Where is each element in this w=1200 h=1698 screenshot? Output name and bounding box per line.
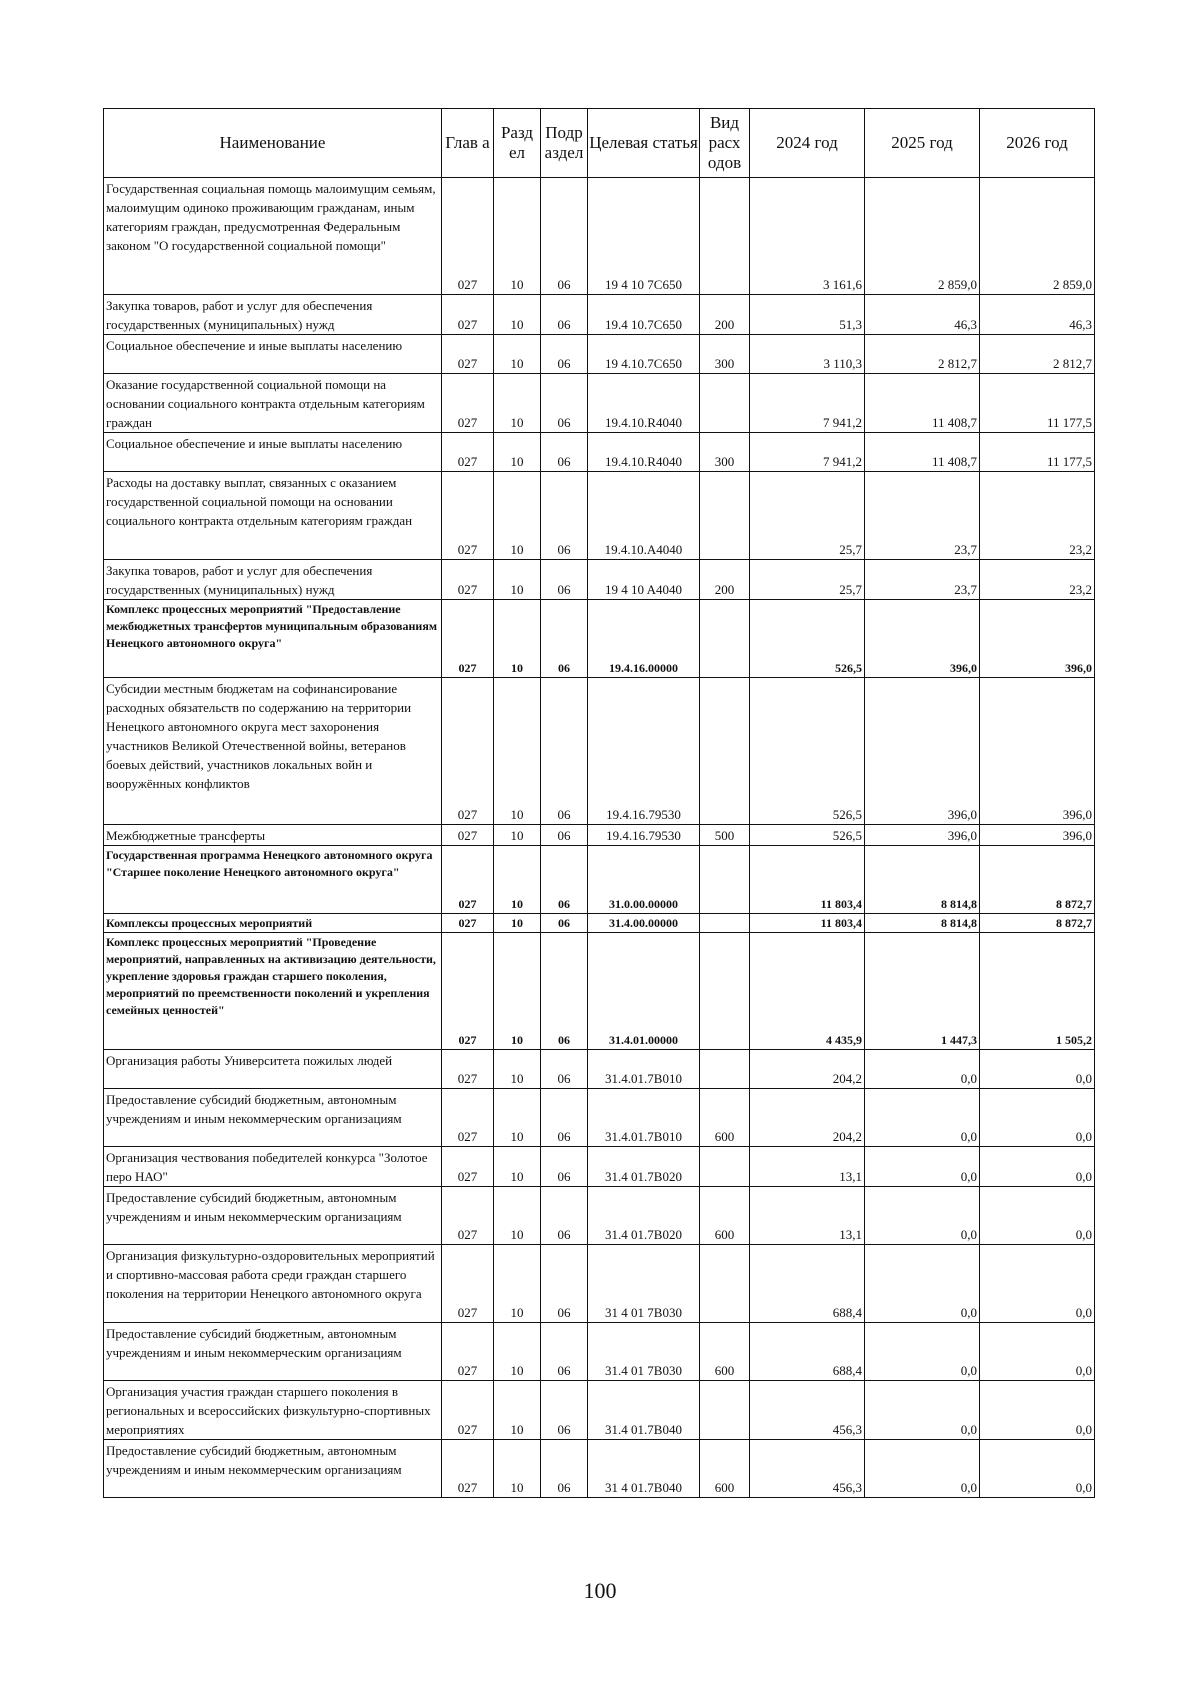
cell-year-2026: 396,0 <box>980 600 1095 678</box>
cell-glava: 027 <box>442 1147 494 1187</box>
cell-expense-type: 600 <box>700 1323 750 1381</box>
cell-podrazdel: 06 <box>541 678 588 825</box>
cell-year-2024: 456,3 <box>750 1381 865 1440</box>
cell-podrazdel: 06 <box>541 1381 588 1440</box>
cell-year-2025: 0,0 <box>865 1323 980 1381</box>
cell-year-2024: 3 110,3 <box>750 335 865 374</box>
cell-podrazdel: 06 <box>541 335 588 374</box>
cell-razdel: 10 <box>494 472 541 560</box>
cell-razdel: 10 <box>494 600 541 678</box>
cell-year-2025: 396,0 <box>865 678 980 825</box>
cell-podrazdel: 06 <box>541 600 588 678</box>
cell-razdel: 10 <box>494 1381 541 1440</box>
header-razdel: Разд ел <box>494 109 541 178</box>
table-row <box>104 1089 1095 1147</box>
cell-name: Предоставление субсидий бюджетным, автономным учреждениям и иным некоммерческим организациям <box>104 1187 442 1245</box>
cell-year-2025: 8 814,8 <box>865 914 980 933</box>
cell-razdel: 10 <box>494 825 541 846</box>
cell-name: Межбюджетные трансферты <box>104 825 442 846</box>
table-row <box>104 846 1095 914</box>
header-row <box>104 109 1095 178</box>
cell-name: Субсидии местным бюджетам на софинансирование расходных обязательств по содержанию на территории Ненецкого автономного округа мест захоронения участников Великой Отечественной войны, ветеранов боевых действий, участников локальных войн и вооружённых конфликтов <box>104 678 442 825</box>
header-year-2026: 2026 год <box>980 109 1095 178</box>
cell-expense-type: 200 <box>700 295 750 335</box>
cell-year-2025: 0,0 <box>865 1381 980 1440</box>
cell-name: Закупка товаров, работ и услуг для обеспечения государственных (муниципальных) нужд <box>104 560 442 600</box>
cell-razdel: 10 <box>494 335 541 374</box>
header-expense-type: Вид расх одов <box>700 109 750 178</box>
cell-year-2024: 7 941,2 <box>750 433 865 472</box>
cell-year-2026: 0,0 <box>980 1050 1095 1089</box>
cell-year-2026: 396,0 <box>980 825 1095 846</box>
cell-target-article: 31.4 01 7В030 <box>588 1323 700 1381</box>
cell-razdel: 10 <box>494 1050 541 1089</box>
cell-glava: 027 <box>442 1440 494 1498</box>
cell-name: Социальное обеспечение и иные выплаты населению <box>104 335 442 374</box>
cell-name: Государственная программа Ненецкого автономного округа "Старшее поколение Ненецкого автономного округа" <box>104 846 442 914</box>
header-target-article: Целевая статья <box>588 109 700 178</box>
cell-glava: 027 <box>442 295 494 335</box>
cell-year-2026: 1 505,2 <box>980 933 1095 1050</box>
table-row <box>104 1245 1095 1323</box>
cell-razdel: 10 <box>494 1440 541 1498</box>
cell-podrazdel: 06 <box>541 472 588 560</box>
cell-podrazdel: 06 <box>541 933 588 1050</box>
cell-glava: 027 <box>442 374 494 433</box>
cell-target-article: 31.0.00.00000 <box>588 846 700 914</box>
table-row <box>104 560 1095 600</box>
cell-target-article: 19.4.16.79530 <box>588 678 700 825</box>
header-glava: Глав а <box>442 109 494 178</box>
cell-podrazdel: 06 <box>541 433 588 472</box>
cell-name: Предоставление субсидий бюджетным, автономным учреждениям и иным некоммерческим организациям <box>104 1323 442 1381</box>
cell-expense-type: 300 <box>700 433 750 472</box>
cell-razdel: 10 <box>494 560 541 600</box>
cell-glava: 027 <box>442 1187 494 1245</box>
cell-podrazdel: 06 <box>541 1147 588 1187</box>
cell-target-article: 19 4 10 A4040 <box>588 560 700 600</box>
cell-year-2025: 0,0 <box>865 1147 980 1187</box>
table-row <box>104 178 1095 295</box>
cell-podrazdel: 06 <box>541 374 588 433</box>
cell-glava: 027 <box>442 1245 494 1323</box>
cell-year-2025: 2 859,0 <box>865 178 980 295</box>
cell-podrazdel: 06 <box>541 560 588 600</box>
cell-year-2026: 23,2 <box>980 472 1095 560</box>
cell-target-article: 31 4 01.7В040 <box>588 1440 700 1498</box>
cell-razdel: 10 <box>494 933 541 1050</box>
cell-glava: 027 <box>442 560 494 600</box>
cell-name: Организация чествования победителей конкурса "Золотое перо НАО" <box>104 1147 442 1187</box>
cell-year-2024: 526,5 <box>750 600 865 678</box>
cell-name: Комплекс процессных мероприятий "Проведение мероприятий, направленных на активизацию деятельности, укрепление здоровья граждан старшего поколения, мероприятий по преемственности поколений и укрепления семейных ценностей" <box>104 933 442 1050</box>
header-year-2025: 2025 год <box>865 109 980 178</box>
cell-target-article: 31.4 01.7В020 <box>588 1187 700 1245</box>
cell-year-2025: 23,7 <box>865 472 980 560</box>
cell-year-2026: 0,0 <box>980 1440 1095 1498</box>
table-row <box>104 374 1095 433</box>
cell-podrazdel: 06 <box>541 846 588 914</box>
cell-glava: 027 <box>442 472 494 560</box>
cell-target-article: 31.4.01.7В010 <box>588 1050 700 1089</box>
cell-expense-type <box>700 374 750 433</box>
cell-year-2024: 7 941,2 <box>750 374 865 433</box>
cell-podrazdel: 06 <box>541 1187 588 1245</box>
cell-target-article: 19.4.10.R4040 <box>588 374 700 433</box>
cell-target-article: 19.4.16.00000 <box>588 600 700 678</box>
cell-year-2024: 4 435,9 <box>750 933 865 1050</box>
cell-target-article: 19.4 10.7С650 <box>588 295 700 335</box>
cell-year-2025: 0,0 <box>865 1050 980 1089</box>
cell-target-article: 19.4.10.A4040 <box>588 472 700 560</box>
cell-year-2025: 2 812,7 <box>865 335 980 374</box>
cell-glava: 027 <box>442 914 494 933</box>
cell-year-2025: 11 408,7 <box>865 374 980 433</box>
cell-podrazdel: 06 <box>541 1323 588 1381</box>
cell-year-2025: 396,0 <box>865 825 980 846</box>
table-row <box>104 1187 1095 1245</box>
cell-year-2025: 23,7 <box>865 560 980 600</box>
table-row <box>104 1050 1095 1089</box>
cell-expense-type <box>700 600 750 678</box>
table-row <box>104 1147 1095 1187</box>
cell-expense-type <box>700 933 750 1050</box>
cell-year-2025: 396,0 <box>865 600 980 678</box>
cell-expense-type <box>700 1147 750 1187</box>
cell-razdel: 10 <box>494 1089 541 1147</box>
cell-name: Государственная социальная помощь малоимущим семьям, малоимущим одиноко проживающим гражданам, иным категориям граждан, предусмотренная Федеральным законом "О государственной социальной помощи" <box>104 178 442 295</box>
cell-expense-type <box>700 846 750 914</box>
cell-year-2024: 11 803,4 <box>750 846 865 914</box>
cell-year-2026: 8 872,7 <box>980 846 1095 914</box>
cell-name: Организация работы Университета пожилых людей <box>104 1050 442 1089</box>
cell-target-article: 31.4.00.00000 <box>588 914 700 933</box>
cell-expense-type: 600 <box>700 1440 750 1498</box>
cell-target-article: 31.4 01.7В020 <box>588 1147 700 1187</box>
cell-target-article: 19.4.10.R4040 <box>588 433 700 472</box>
cell-glava: 027 <box>442 846 494 914</box>
cell-name: Закупка товаров, работ и услуг для обеспечения государственных (муниципальных) нужд <box>104 295 442 335</box>
cell-year-2025: 46,3 <box>865 295 980 335</box>
cell-glava: 027 <box>442 335 494 374</box>
cell-year-2024: 526,5 <box>750 678 865 825</box>
cell-year-2024: 3 161,6 <box>750 178 865 295</box>
cell-glava: 027 <box>442 1089 494 1147</box>
table-row <box>104 1440 1095 1498</box>
table-row <box>104 1323 1095 1381</box>
cell-name: Комплексы процессных мероприятий <box>104 914 442 933</box>
cell-year-2024: 456,3 <box>750 1440 865 1498</box>
cell-year-2024: 11 803,4 <box>750 914 865 933</box>
cell-name: Комплекс процессных мероприятий "Предоставление межбюджетных трансфертов муниципальным образованиям Ненецкого автономного округа" <box>104 600 442 678</box>
cell-expense-type: 300 <box>700 335 750 374</box>
cell-razdel: 10 <box>494 295 541 335</box>
cell-razdel: 10 <box>494 1187 541 1245</box>
cell-expense-type <box>700 1381 750 1440</box>
cell-year-2025: 0,0 <box>865 1440 980 1498</box>
cell-year-2026: 2 812,7 <box>980 335 1095 374</box>
cell-podrazdel: 06 <box>541 1050 588 1089</box>
table-row <box>104 295 1095 335</box>
cell-year-2026: 11 177,5 <box>980 374 1095 433</box>
cell-year-2024: 51,3 <box>750 295 865 335</box>
header-name: Наименование <box>104 109 442 178</box>
cell-glava: 027 <box>442 178 494 295</box>
cell-glava: 027 <box>442 825 494 846</box>
cell-year-2024: 13,1 <box>750 1187 865 1245</box>
cell-expense-type <box>700 1050 750 1089</box>
cell-razdel: 10 <box>494 1147 541 1187</box>
cell-razdel: 10 <box>494 178 541 295</box>
cell-expense-type <box>700 1245 750 1323</box>
cell-year-2025: 0,0 <box>865 1245 980 1323</box>
cell-year-2026: 396,0 <box>980 678 1095 825</box>
cell-target-article: 31.4.01.00000 <box>588 933 700 1050</box>
cell-podrazdel: 06 <box>541 1245 588 1323</box>
table-row <box>104 433 1095 472</box>
table-row <box>104 825 1095 846</box>
cell-podrazdel: 06 <box>541 1089 588 1147</box>
table-body <box>104 178 1095 1498</box>
cell-razdel: 10 <box>494 914 541 933</box>
cell-razdel: 10 <box>494 433 541 472</box>
cell-year-2026: 8 872,7 <box>980 914 1095 933</box>
cell-podrazdel: 06 <box>541 914 588 933</box>
cell-expense-type: 600 <box>700 1187 750 1245</box>
cell-expense-type: 500 <box>700 825 750 846</box>
cell-glava: 027 <box>442 1323 494 1381</box>
cell-expense-type <box>700 914 750 933</box>
cell-year-2025: 8 814,8 <box>865 846 980 914</box>
cell-year-2026: 2 859,0 <box>980 178 1095 295</box>
table-row <box>104 1381 1095 1440</box>
table-row <box>104 600 1095 678</box>
cell-year-2026: 0,0 <box>980 1323 1095 1381</box>
cell-podrazdel: 06 <box>541 1440 588 1498</box>
cell-glava: 027 <box>442 433 494 472</box>
cell-target-article: 31.4 01.7В040 <box>588 1381 700 1440</box>
cell-expense-type: 600 <box>700 1089 750 1147</box>
budget-table <box>103 108 1095 1498</box>
cell-year-2025: 1 447,3 <box>865 933 980 1050</box>
cell-year-2024: 25,7 <box>750 472 865 560</box>
cell-name: Оказание государственной социальной помощи на основании социального контракта отдельным категориям граждан <box>104 374 442 433</box>
table-row <box>104 472 1095 560</box>
table-row <box>104 678 1095 825</box>
cell-year-2026: 23,2 <box>980 560 1095 600</box>
cell-target-article: 19 4.10.7С650 <box>588 335 700 374</box>
cell-name: Расходы на доставку выплат, связанных с оказанием государственной социальной помощи на основании социального контракта отдельным категориям граждан <box>104 472 442 560</box>
cell-podrazdel: 06 <box>541 825 588 846</box>
cell-target-article: 31 4 01 7В030 <box>588 1245 700 1323</box>
cell-glava: 027 <box>442 1050 494 1089</box>
cell-razdel: 10 <box>494 846 541 914</box>
table-row <box>104 335 1095 374</box>
cell-year-2025: 11 408,7 <box>865 433 980 472</box>
cell-target-article: 31.4.01.7В010 <box>588 1089 700 1147</box>
cell-year-2026: 11 177,5 <box>980 433 1095 472</box>
header-year-2024: 2024 год <box>750 109 865 178</box>
cell-expense-type <box>700 678 750 825</box>
cell-year-2026: 0,0 <box>980 1381 1095 1440</box>
cell-razdel: 10 <box>494 1245 541 1323</box>
cell-expense-type <box>700 472 750 560</box>
cell-razdel: 10 <box>494 374 541 433</box>
header-podrazdel: Подр аздел <box>541 109 588 178</box>
cell-glava: 027 <box>442 678 494 825</box>
cell-expense-type: 200 <box>700 560 750 600</box>
cell-expense-type <box>700 178 750 295</box>
cell-podrazdel: 06 <box>541 178 588 295</box>
cell-name: Предоставление субсидий бюджетным, автономным учреждениям и иным некоммерческим организациям <box>104 1440 442 1498</box>
page-number: 100 <box>583 1578 617 1603</box>
cell-year-2024: 204,2 <box>750 1089 865 1147</box>
cell-year-2026: 0,0 <box>980 1089 1095 1147</box>
cell-podrazdel: 06 <box>541 295 588 335</box>
cell-name: Организация физкультурно-оздоровительных мероприятий и спортивно-массовая работа среди граждан старшего поколения на территории Ненецкого автономного округа <box>104 1245 442 1323</box>
cell-target-article: 19.4.16.79530 <box>588 825 700 846</box>
table-row <box>104 933 1095 1050</box>
cell-year-2024: 25,7 <box>750 560 865 600</box>
cell-name: Социальное обеспечение и иные выплаты населению <box>104 433 442 472</box>
cell-year-2024: 13,1 <box>750 1147 865 1187</box>
cell-year-2026: 46,3 <box>980 295 1095 335</box>
cell-razdel: 10 <box>494 1323 541 1381</box>
cell-target-article: 19 4 10 7С650 <box>588 178 700 295</box>
cell-year-2025: 0,0 <box>865 1187 980 1245</box>
cell-year-2026: 0,0 <box>980 1187 1095 1245</box>
table-row <box>104 914 1095 933</box>
cell-year-2024: 526,5 <box>750 825 865 846</box>
cell-year-2026: 0,0 <box>980 1147 1095 1187</box>
cell-year-2024: 204,2 <box>750 1050 865 1089</box>
cell-razdel: 10 <box>494 678 541 825</box>
cell-name: Предоставление субсидий бюджетным, автономным учреждениям и иным некоммерческим организациям <box>104 1089 442 1147</box>
cell-year-2024: 688,4 <box>750 1245 865 1323</box>
cell-year-2026: 0,0 <box>980 1245 1095 1323</box>
cell-year-2024: 688,4 <box>750 1323 865 1381</box>
cell-name: Организация участия граждан старшего поколения в региональных и всероссийских физкультурно-спортивных мероприятиях <box>104 1381 442 1440</box>
cell-year-2025: 0,0 <box>865 1089 980 1147</box>
cell-glava: 027 <box>442 600 494 678</box>
cell-glava: 027 <box>442 1381 494 1440</box>
cell-glava: 027 <box>442 933 494 1050</box>
